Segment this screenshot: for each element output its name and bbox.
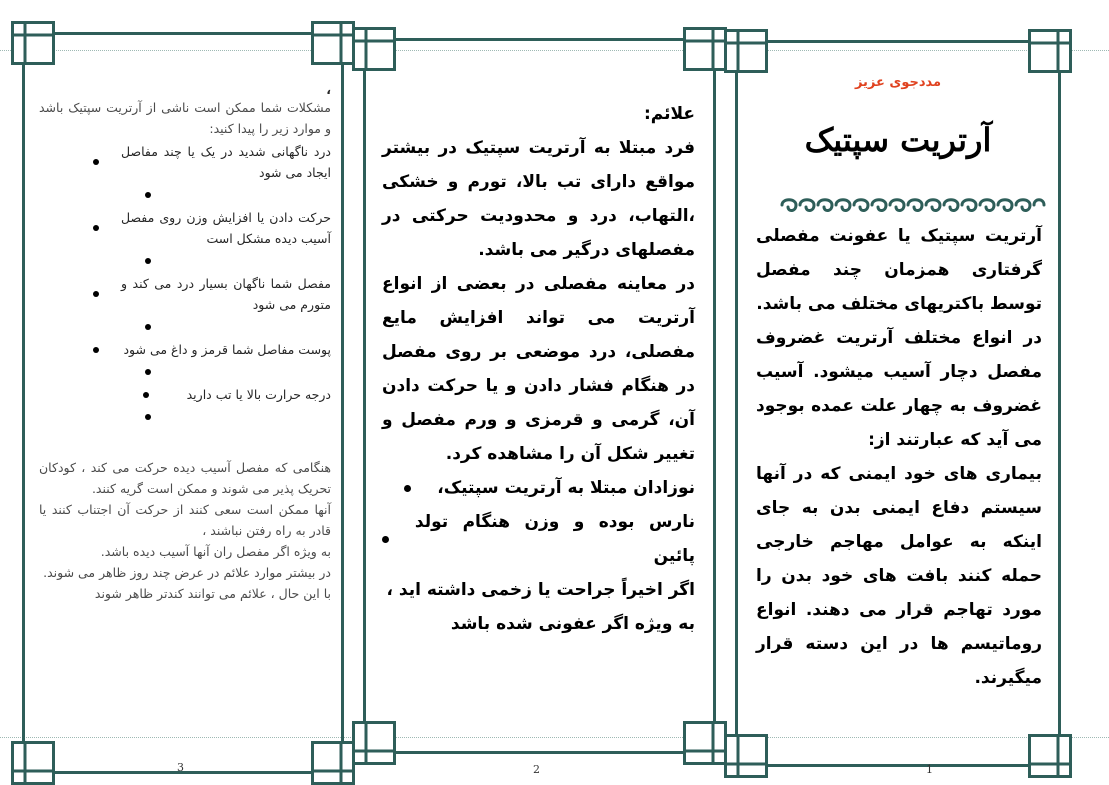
bullet-icon xyxy=(143,392,149,398)
list-item: پوست مفاصل شما قرمز و داغ می شود xyxy=(39,339,331,360)
page-number-2: 2 xyxy=(533,763,540,776)
page-number-3: 3 xyxy=(177,761,184,774)
bullet-icon xyxy=(93,347,99,353)
bullet-icon xyxy=(93,159,99,165)
page-number-1: 1 xyxy=(926,763,933,776)
panel-3-mark: ، xyxy=(326,82,331,97)
panel-3-paragraph: در بیشتر موارد علائم در عرض چند روز ظاهر می شوند. xyxy=(43,565,331,580)
panel-3-paragraph: هنگامی که مفصل آسیب دیده حرکت می کند ، کودکان تحریک پذیر می شوند و ممکن است گریه کنند. xyxy=(39,460,331,496)
page-title: آرتریت سپتیک xyxy=(804,121,992,159)
panel-1 xyxy=(735,40,1061,767)
bullet-icon xyxy=(145,192,151,198)
bullet-icon xyxy=(404,485,411,492)
panel-2-paragraph: در معاینه مفصلی در بعضی از انواع آرتریت می تواند افزایش مایع مفصلی، درد موضعی بر روی مفصل در هنگام فشار دادن و یا حرکت دادن آن، گرمی و قرمزی و ورم مفصل و تغییر شکل آن را مشاهده کرد. xyxy=(382,274,695,464)
wave-divider-icon xyxy=(778,195,1048,219)
panel-3-paragraph: با این حال ، علائم می توانند کندتر ظاهر شوند xyxy=(94,586,331,601)
list-item: درد ناگهانی شدید در یک یا چند مفاصل ایجاد می شود xyxy=(39,141,331,183)
panel-1-paragraph: در انواع مختلف آرتریت غضروف مفصل دچار آسیب میشود. آسیب غضروف به چهار علت عمده بوجود می آید که عبارتند از: xyxy=(756,328,1042,450)
list-item: حرکت دادن یا افزایش وزن روی مفصل آسیب دیده مشکل است xyxy=(39,207,331,249)
bullet-icon xyxy=(93,291,99,297)
panel-3 xyxy=(22,32,344,774)
panel-2-paragraph: اگر اخیراً جراحت یا زخمی داشته اید ، xyxy=(386,580,695,600)
panel-1-paragraph: آرتریت سپتیک یا عفونت مفصلی گرفتاری همزمان چند مفصل توسط باکتریهای مختلف می باشد. xyxy=(756,226,1042,314)
panel-1-paragraph: بیماری های خود ایمنی که در آنها سیستم دفاع ایمنی بدن به جای اینکه به عوامل مهاجم خارجی حمله کنند بافت های خود بدن را مورد تهاجم قرار می دهند. انواع روماتیسم ها در این دسته قرار میگیرند. xyxy=(756,464,1042,688)
symptoms-heading: علائم: xyxy=(643,104,695,124)
bullet-icon xyxy=(145,324,151,330)
panel-3-paragraph: آنها ممکن است سعی کنند از حرکت آن اجتناب کنند یا قادر به راه رفتن نباشند ، xyxy=(39,502,331,538)
list-item: نارس بوده و وزن هنگام تولد پائین xyxy=(382,505,695,573)
bullet-icon xyxy=(93,225,99,231)
panel-3-intro: مشکلات شما ممکن است ناشی از آرتریت سپتیک باشد و موارد زیر را پیدا کنید: xyxy=(39,100,331,136)
greeting-text: مددجوی عزیز xyxy=(854,75,942,90)
panel-2-paragraph: به ویژه اگر عفونی شده باشد xyxy=(450,614,695,634)
bullet-icon xyxy=(145,258,151,264)
panel-2-paragraph: فرد مبتلا به آرتریت سپتیک در بیشتر مواقع دارای تب بالا، تورم و خشکی ،التهاب، درد و محدودیت حرکتی در مفصلهای درگیر می باشد. xyxy=(382,138,695,260)
panel-2-body xyxy=(382,97,695,641)
panel-1-body xyxy=(756,219,1042,695)
bullet-icon xyxy=(145,414,151,420)
bullet-icon xyxy=(145,369,151,375)
panel-3-body xyxy=(39,83,331,604)
list-item: نوزادان مبتلا به آرتریت سپتیک، xyxy=(382,471,695,505)
bullet-icon xyxy=(382,536,389,543)
panel-2 xyxy=(363,38,716,754)
list-item: مفصل شما ناگهان بسیار درد می کند و متورم می شود xyxy=(39,273,331,315)
panel-3-paragraph: به ویژه اگر مفصل ران آنها آسیب دیده باشد. xyxy=(100,544,331,559)
list-item: درجه حرارت بالا یا تب دارید xyxy=(39,384,331,405)
